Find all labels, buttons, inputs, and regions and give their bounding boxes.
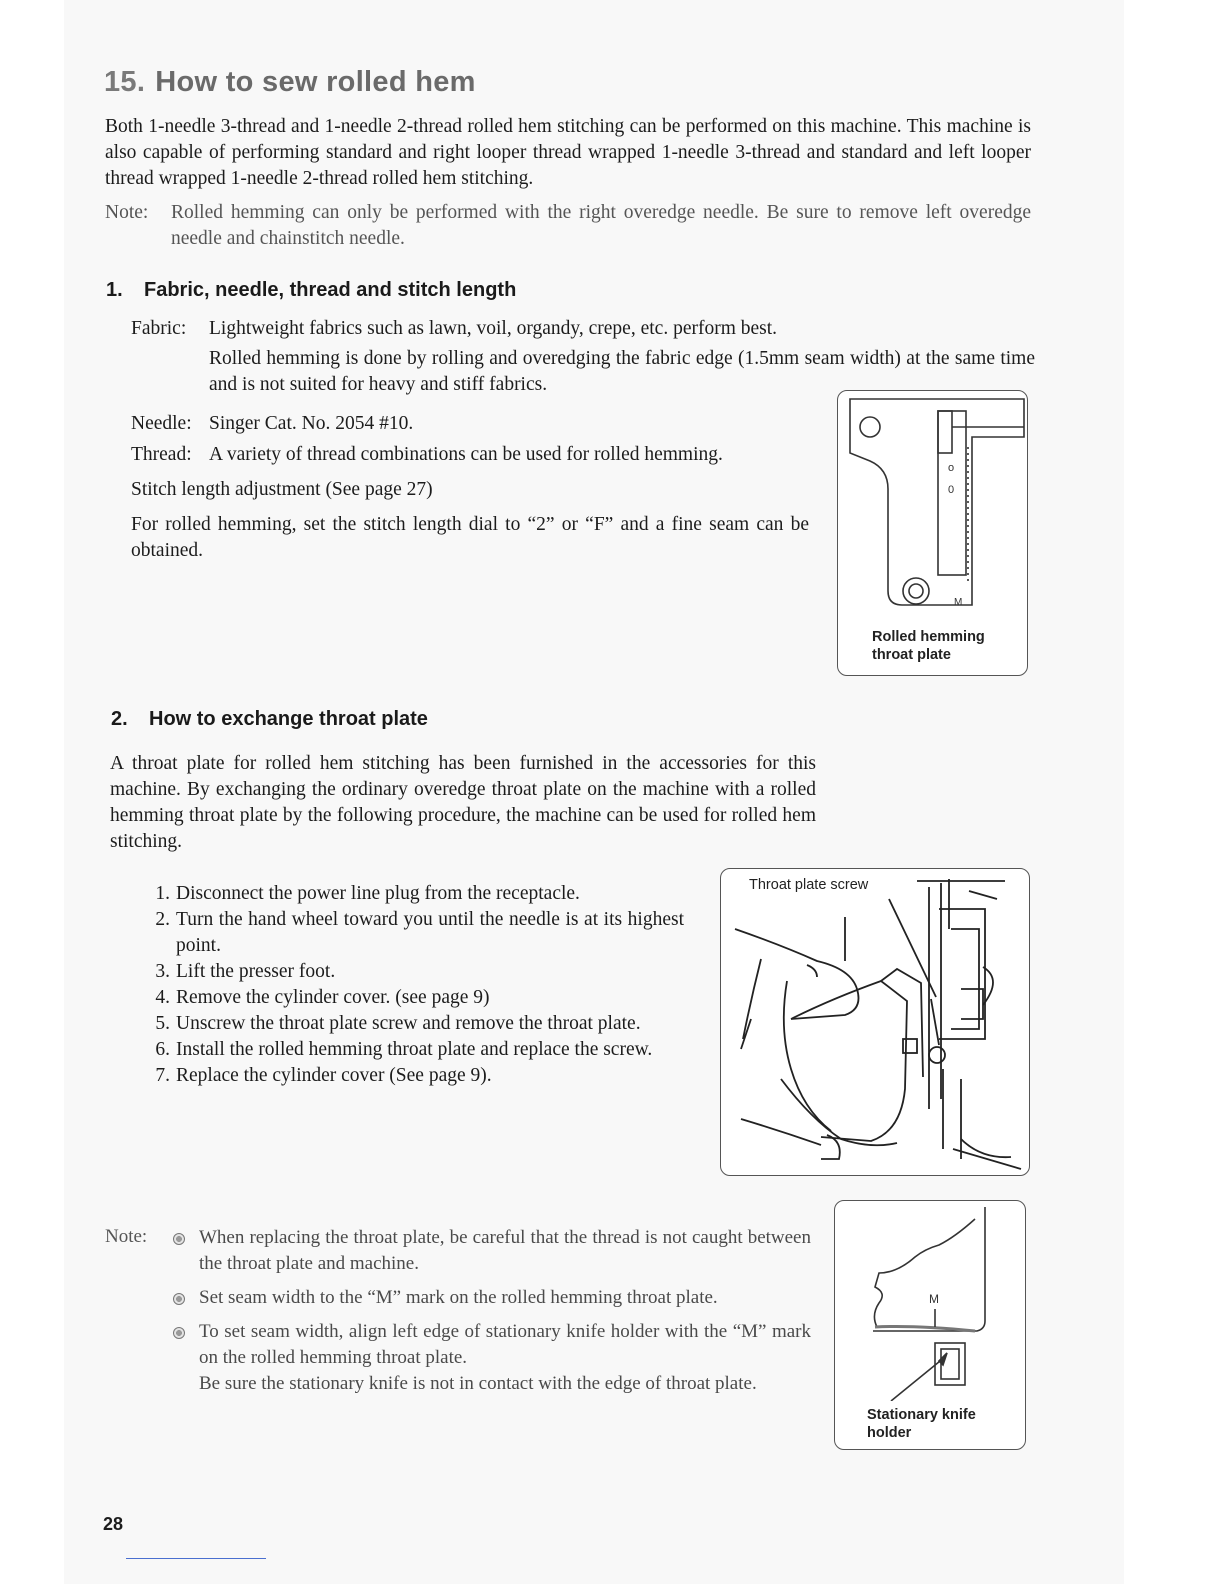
intro-note	[105, 200, 1031, 252]
knife-holder-drawing	[835, 1201, 1025, 1401]
note-item	[165, 1285, 811, 1311]
step-item	[140, 959, 684, 985]
stationary-knife-caption: Stationary knife holder	[867, 1407, 976, 1441]
step-number: 4.	[155, 987, 170, 1008]
rolled-hemming-caption: Rolled hemming throat plate	[872, 629, 985, 663]
thread-label: Thread:	[131, 444, 192, 465]
note-item	[165, 1319, 811, 1371]
throat-plate-screw-label: Throat plate screw	[749, 877, 869, 893]
step-number: 7.	[155, 1065, 170, 1086]
bullet-icon	[173, 1327, 185, 1339]
section-title: How to sew rolled hem	[155, 66, 476, 98]
notes-list	[165, 1225, 811, 1405]
notes-label: Note:	[105, 1226, 148, 1247]
note-item-text: To set seam width, align left edge of stationary knife holder with the “M” mark on the rolled hemming throat plate.	[199, 1321, 811, 1368]
step-item	[140, 1037, 684, 1063]
m-mark: M	[929, 1292, 939, 1306]
stitch-text: For rolled hemming, set the stitch length dial to “2” or “F” and a fine seam can be obtained.	[131, 514, 809, 561]
fabric-detail: Rolled hemming is done by rolling and overedging the fabric edge (1.5mm seam width) at the same time and is not suited for heavy and stiff fabrics.	[209, 348, 1035, 395]
needle-spec	[131, 411, 413, 437]
step-item	[140, 985, 684, 1011]
step-text: Remove the cylinder cover. (see page 9)	[176, 987, 490, 1008]
thread-text: A variety of thread combinations can be used for rolled hemming.	[209, 444, 723, 465]
step-number: 5.	[155, 1013, 170, 1034]
fabric-label: Fabric:	[131, 318, 187, 339]
intro-paragraph: Both 1-needle 3-thread and 1-needle 2-thread rolled hem stitching can be performed on this machine. This machine is also capable of performing standard and right looper thread wrapped 1-needle 3-thread and standard and left looper thread wrapped 1-needle 2-thread rolled hem stitching.	[105, 116, 1031, 189]
note-item-text: When replacing the throat plate, be careful that the thread is not caught between the throat plate and machine.	[199, 1227, 811, 1274]
page-number: 28	[103, 1514, 124, 1534]
section2-heading	[111, 708, 428, 731]
section2-title: How to exchange throat plate	[149, 708, 428, 730]
step-item	[140, 881, 684, 907]
step-item	[140, 907, 684, 959]
bullet-icon	[173, 1293, 185, 1305]
step-item	[140, 1063, 684, 1089]
thread-spec	[131, 442, 723, 468]
step-text: Disconnect the power line plug from the receptacle.	[176, 883, 580, 904]
section1-number: 1.	[106, 279, 123, 301]
section1-heading	[106, 279, 516, 302]
step-number: 2.	[155, 909, 170, 930]
step-text: Lift the presser foot.	[176, 961, 336, 982]
note-extra: Be sure the stationary knife is not in contact with the edge of throat plate.	[199, 1373, 757, 1394]
bullet-icon	[173, 1233, 185, 1245]
throat-plate-drawing	[838, 391, 1027, 621]
hand-removing-plate-drawing	[721, 869, 1029, 1175]
footer-divider	[126, 1558, 266, 1559]
step-text: Replace the cylinder cover (See page 9).	[176, 1065, 492, 1086]
throat-plate-figure	[837, 390, 1028, 676]
note-item	[165, 1225, 811, 1277]
throat-plate-screw-figure	[720, 868, 1030, 1176]
section2-number: 2.	[111, 708, 128, 730]
step-text: Install the rolled hemming throat plate and replace the screw.	[176, 1039, 653, 1060]
fabric-spec	[131, 316, 1031, 342]
step-item	[140, 1011, 684, 1037]
m-mark: M	[954, 597, 963, 608]
section1-title: Fabric, needle, thread and stitch length	[144, 279, 517, 301]
steps-list	[140, 881, 684, 1089]
needle-label: Needle:	[131, 413, 192, 434]
step-number: 6.	[155, 1039, 170, 1060]
note-label: Note:	[105, 202, 149, 223]
step-text: Turn the hand wheel toward you until the needle is at its highest point.	[176, 909, 684, 956]
fabric-text: Lightweight fabrics such as lawn, voil, organdy, crepe, etc. perform best.	[209, 318, 778, 339]
page-title	[104, 66, 476, 99]
svg-text:0: 0	[948, 484, 955, 496]
stitch-heading: Stitch length adjustment (See page 27)	[131, 479, 433, 500]
step-number: 1.	[155, 883, 170, 904]
step-number: 3.	[155, 961, 170, 982]
step-text: Unscrew the throat plate screw and remove the throat plate.	[176, 1013, 641, 1034]
note-text: Rolled hemming can only be performed with the right overedge needle. Be sure to remove left overedge needle and chainstitch needle.	[171, 202, 1031, 249]
section2-intro: A throat plate for rolled hem stitching has been furnished in the accessories for this machine. By exchanging the ordinary overedge throat plate on the machine with a rolled hemming throat plate by the following procedure, the machine can be used for rolled hem stitching.	[110, 753, 816, 852]
note-item-text: Set seam width to the “M” mark on the rolled hemming throat plate.	[199, 1287, 718, 1308]
knife-holder-figure	[834, 1200, 1026, 1450]
needle-text: Singer Cat. No. 2054 #10.	[209, 413, 414, 434]
section-number: 15.	[104, 66, 146, 98]
svg-text:o: o	[948, 462, 955, 474]
